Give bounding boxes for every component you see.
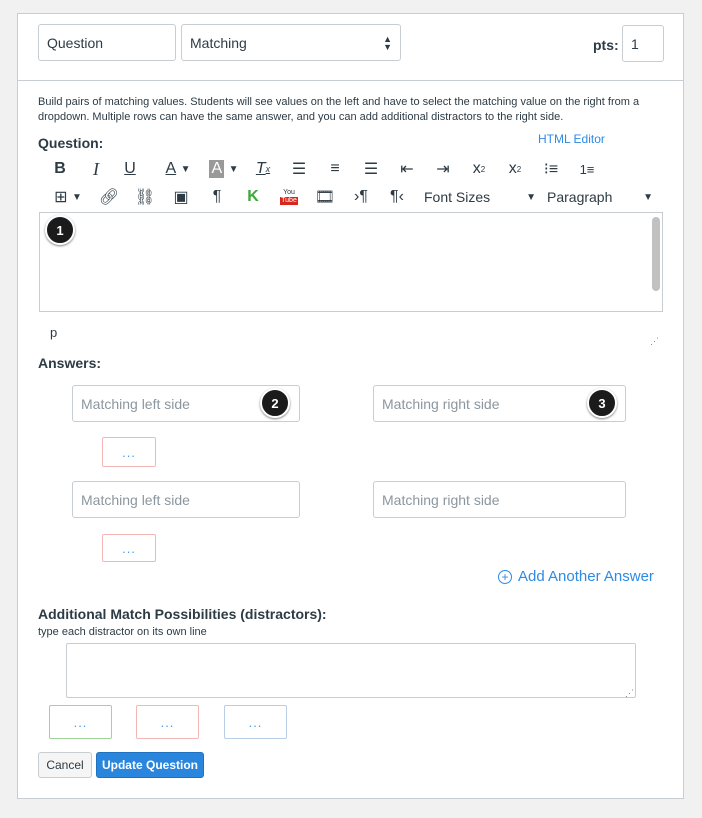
callout-badge-1: 1 xyxy=(45,215,75,245)
right-placeholder: Matching right side xyxy=(382,395,500,412)
superscript-icon[interactable]: x 2 xyxy=(472,160,486,177)
instructions-text: Build pairs of matching values. Students will see values on the left and have to select the matching value on the right from a dropdown. Multiple rows can have the same answer, and you can add additional distractors to the right side. xyxy=(38,96,640,123)
clear-formatting-icon[interactable]: T x xyxy=(255,160,271,177)
header-divider xyxy=(18,80,683,81)
unlink-icon[interactable]: ⛓ xyxy=(134,189,156,206)
matching-right-input-2[interactable] xyxy=(373,481,626,518)
subscript-icon[interactable]: x 2 xyxy=(508,160,522,177)
question-type-select[interactable] xyxy=(181,24,401,61)
callout-badge-3: 3 xyxy=(587,388,617,418)
answer-comment-button-1[interactable]: ... xyxy=(102,437,156,467)
add-another-answer-label: Add Another Answer xyxy=(518,568,654,585)
question-type-value: Matching xyxy=(190,34,247,51)
image-icon[interactable]: ▣ xyxy=(173,189,189,206)
indent-icon[interactable]: ⇥ xyxy=(436,161,450,178)
pts-label: pts: xyxy=(593,37,619,53)
font-sizes-dropdown[interactable] xyxy=(424,187,536,207)
question-edit-panel xyxy=(17,13,684,799)
text-color-icon[interactable]: A ▼ xyxy=(165,160,191,177)
select-arrows-icon: ▲ ▼ xyxy=(383,33,392,52)
distractor-comment-button-neutral[interactable]: ... xyxy=(224,705,287,739)
question-name-input[interactable] xyxy=(38,24,176,61)
align-left-icon[interactable]: ☰ xyxy=(291,161,307,178)
paragraph-dropdown[interactable] xyxy=(547,187,653,207)
answers-label: Answers: xyxy=(38,355,102,371)
distractors-textarea[interactable] xyxy=(66,643,636,698)
rtl-icon[interactable]: ¶‹ xyxy=(390,188,404,205)
html-editor-link[interactable]: HTML Editor xyxy=(538,132,605,146)
callout-badge-2: 2 xyxy=(260,388,290,418)
align-right-icon[interactable]: ☰ xyxy=(363,161,379,178)
kaltura-icon[interactable]: K xyxy=(247,188,259,205)
resize-handle-icon[interactable]: ⋰ xyxy=(650,336,659,346)
question-name-value: Question xyxy=(47,34,104,51)
font-sizes-label: Font Sizes xyxy=(424,189,491,205)
paragraph-label: Paragraph xyxy=(547,189,613,205)
outdent-icon[interactable]: ⇤ xyxy=(400,161,414,178)
chevron-down-icon: ▼ xyxy=(643,191,653,203)
paragraph-mark-icon[interactable]: ¶ xyxy=(212,188,222,205)
numbered-list-icon[interactable]: 1≡ xyxy=(579,161,595,177)
editor-scrollbar[interactable] xyxy=(652,217,660,291)
distractor-comment-button-incorrect[interactable]: ... xyxy=(136,705,199,739)
table-icon[interactable]: ⊞ ▼ xyxy=(54,189,82,206)
cancel-button[interactable]: Cancel xyxy=(38,752,92,778)
points-input[interactable] xyxy=(622,25,664,62)
editor-status-path: p xyxy=(50,325,58,340)
chevron-down-icon: ▼ xyxy=(526,191,536,203)
italic-icon[interactable]: I xyxy=(93,158,99,179)
left-placeholder: Matching left side xyxy=(81,395,190,412)
link-icon[interactable]: 🔗︎ xyxy=(98,189,120,206)
resize-handle-icon[interactable]: ⋰ xyxy=(625,688,634,698)
plus-circle-icon: + xyxy=(498,570,512,584)
distractors-hint: type each distractor on its own line xyxy=(38,626,207,638)
distractors-label: Additional Match Possibilities (distractors): xyxy=(38,606,327,622)
bold-icon[interactable]: B xyxy=(54,160,66,177)
background-color-icon[interactable]: A ▼ xyxy=(211,160,239,177)
question-label: Question: xyxy=(38,135,104,151)
youtube-icon[interactable]: You Tube xyxy=(281,189,297,204)
matching-left-input-2[interactable] xyxy=(72,481,300,518)
answer-comment-button-2[interactable]: ... xyxy=(102,534,156,562)
align-center-icon[interactable]: ≡ xyxy=(330,160,340,177)
right-placeholder: Matching right side xyxy=(382,491,500,508)
distractor-comment-button-correct[interactable]: ... xyxy=(49,705,112,739)
media-icon[interactable]: 🎞︎ xyxy=(314,189,336,206)
update-question-button[interactable]: Update Question xyxy=(96,752,204,778)
add-another-answer-link[interactable] xyxy=(498,568,654,585)
ltr-icon[interactable]: ›¶ xyxy=(354,188,368,205)
points-value: 1 xyxy=(631,35,639,52)
bullet-list-icon[interactable]: ⁝≡ xyxy=(543,161,559,178)
question-editor[interactable] xyxy=(39,212,663,312)
underline-icon[interactable]: U xyxy=(124,160,136,177)
left-placeholder: Matching left side xyxy=(81,491,190,508)
